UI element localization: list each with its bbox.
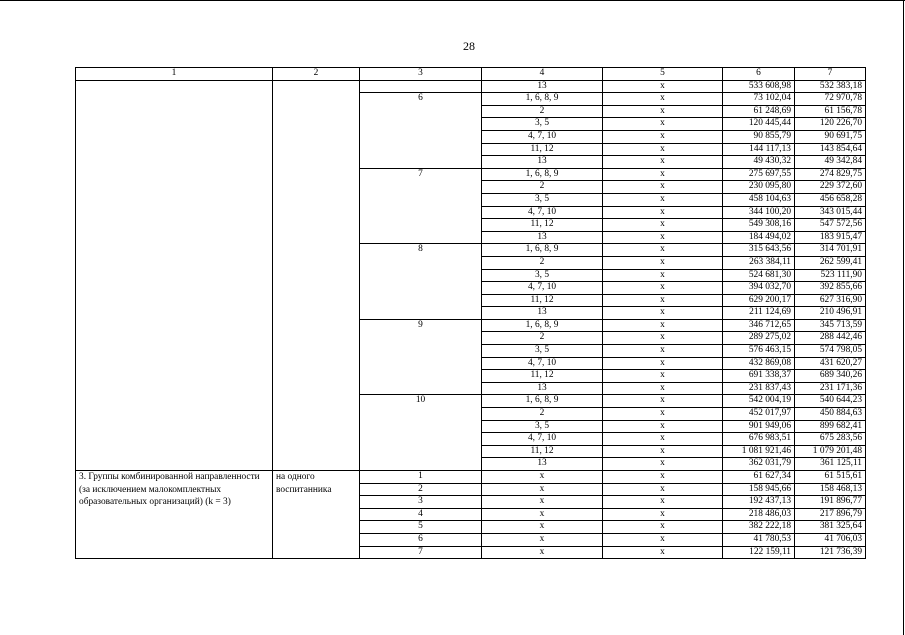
header-col-5: 5: [603, 68, 723, 81]
header-col-1: 1: [76, 68, 273, 81]
x-mark-cell: х: [603, 168, 723, 181]
col7-value-cell: 143 854,64: [795, 143, 866, 156]
col4-cell: 4, 7, 10: [482, 433, 603, 446]
x-mark-cell: х: [603, 105, 723, 118]
x-mark-cell: х: [603, 219, 723, 232]
col7-value-cell: 392 855,66: [795, 282, 866, 295]
group-id-cell: 7: [360, 168, 482, 244]
x-mark-cell: х: [603, 433, 723, 446]
group-id-cell: 6: [360, 93, 482, 169]
x-mark-cell: х: [603, 319, 723, 332]
x-mark-cell: х: [482, 546, 603, 559]
col4-cell: 1, 6, 8, 9: [482, 395, 603, 408]
col7-value-cell: 899 682,41: [795, 420, 866, 433]
col7-value-cell: 61 156,78: [795, 105, 866, 118]
x-mark-cell: х: [603, 521, 723, 534]
x-mark-cell: х: [603, 244, 723, 257]
col6-value-cell: 120 445,44: [723, 118, 795, 131]
x-mark-cell: х: [603, 471, 723, 484]
x-mark-cell: х: [603, 345, 723, 358]
col6-value-cell: 263 384,11: [723, 256, 795, 269]
x-mark-cell: х: [482, 496, 603, 509]
group-id-cell: 8: [360, 244, 482, 320]
col7-value-cell: 345 713,59: [795, 319, 866, 332]
col7-value-cell: 274 829,75: [795, 168, 866, 181]
x-mark-cell: х: [603, 269, 723, 282]
col4-cell: 2: [482, 105, 603, 118]
x-mark-cell: х: [603, 130, 723, 143]
col6-value-cell: 73 102,04: [723, 93, 795, 106]
x-mark-cell: х: [603, 357, 723, 370]
col7-value-cell: 49 342,84: [795, 156, 866, 169]
x-mark-cell: х: [482, 533, 603, 546]
section-3-unit-cell: на одного воспитанника: [273, 471, 360, 559]
col6-value-cell: 192 437,13: [723, 496, 795, 509]
page-number: 28: [463, 39, 475, 53]
x-mark-cell: х: [603, 231, 723, 244]
col7-value-cell: 191 896,77: [795, 496, 866, 509]
col7-value-cell: 627 316,90: [795, 294, 866, 307]
col3-cell: 4: [360, 508, 482, 521]
header-col-7: 7: [795, 68, 866, 81]
col4-cell: 13: [482, 458, 603, 471]
x-mark-cell: х: [603, 370, 723, 383]
col4-cell: 4, 7, 10: [482, 206, 603, 219]
col4-cell: 4, 7, 10: [482, 357, 603, 370]
col6-value-cell: 394 032,70: [723, 282, 795, 295]
group-id-cell: 9: [360, 319, 482, 395]
x-mark-cell: х: [603, 143, 723, 156]
x-mark-cell: х: [603, 395, 723, 408]
page-top-border: [0, 0, 905, 1]
header-col-3: 3: [360, 68, 482, 81]
col6-value-cell: 61 248,69: [723, 105, 795, 118]
continued-col-2-cell: [273, 80, 360, 470]
col7-value-cell: 183 915,47: [795, 231, 866, 244]
col6-value-cell: 184 494,02: [723, 231, 795, 244]
col7-value-cell: 532 383,18: [795, 80, 866, 93]
col3-cell: 6: [360, 533, 482, 546]
col4-cell: 2: [482, 256, 603, 269]
col7-value-cell: 210 496,91: [795, 307, 866, 320]
x-mark-cell: х: [603, 307, 723, 320]
col6-value-cell: 542 004,19: [723, 395, 795, 408]
continued-col-3-cell: [360, 80, 482, 93]
x-mark-cell: х: [603, 546, 723, 559]
x-mark-cell: х: [603, 93, 723, 106]
header-row: [76, 68, 866, 81]
header-col-6: 6: [723, 68, 795, 81]
x-mark-cell: х: [603, 256, 723, 269]
x-mark-cell: х: [482, 483, 603, 496]
header-col-2: 2: [273, 68, 360, 81]
col6-value-cell: 90 855,79: [723, 130, 795, 143]
col4-cell: 1, 6, 8, 9: [482, 93, 603, 106]
col4-cell: 4, 7, 10: [482, 282, 603, 295]
col6-value-cell: 1 081 921,46: [723, 445, 795, 458]
col4-cell: 13: [482, 80, 603, 93]
x-mark-cell: х: [603, 282, 723, 295]
col7-value-cell: 574 798,05: [795, 345, 866, 358]
col7-value-cell: 689 340,26: [795, 370, 866, 383]
col7-value-cell: 158 468,13: [795, 483, 866, 496]
col3-cell: 5: [360, 521, 482, 534]
col6-value-cell: 231 837,43: [723, 382, 795, 395]
x-mark-cell: х: [603, 533, 723, 546]
col6-value-cell: 576 463,15: [723, 345, 795, 358]
col3-cell: 7: [360, 546, 482, 559]
col4-cell: 4, 7, 10: [482, 130, 603, 143]
col4-cell: 13: [482, 307, 603, 320]
col6-value-cell: 676 983,51: [723, 433, 795, 446]
col6-value-cell: 691 338,37: [723, 370, 795, 383]
x-mark-cell: х: [603, 156, 723, 169]
col7-value-cell: 456 658,28: [795, 193, 866, 206]
col4-cell: 2: [482, 181, 603, 194]
col7-value-cell: 675 283,56: [795, 433, 866, 446]
col6-value-cell: 346 712,65: [723, 319, 795, 332]
col7-value-cell: 229 372,60: [795, 181, 866, 194]
x-mark-cell: х: [603, 332, 723, 345]
x-mark-cell: х: [603, 408, 723, 421]
x-mark-cell: х: [603, 80, 723, 93]
col6-value-cell: 533 608,98: [723, 80, 795, 93]
col6-value-cell: 362 031,79: [723, 458, 795, 471]
col7-value-cell: 450 884,63: [795, 408, 866, 421]
col4-cell: 2: [482, 332, 603, 345]
col4-cell: 3, 5: [482, 193, 603, 206]
header-col-4: 4: [482, 68, 603, 81]
x-mark-cell: х: [603, 445, 723, 458]
col7-value-cell: 121 736,39: [795, 546, 866, 559]
x-mark-cell: х: [603, 458, 723, 471]
x-mark-cell: х: [603, 193, 723, 206]
col6-value-cell: 458 104,63: [723, 193, 795, 206]
col7-value-cell: 431 620,27: [795, 357, 866, 370]
col6-value-cell: 315 643,56: [723, 244, 795, 257]
x-mark-cell: х: [482, 521, 603, 534]
col6-value-cell: 629 200,17: [723, 294, 795, 307]
col4-cell: 13: [482, 231, 603, 244]
col7-value-cell: 72 970,78: [795, 93, 866, 106]
x-mark-cell: х: [603, 483, 723, 496]
page-right-border: [903, 0, 904, 635]
col4-cell: 11, 12: [482, 143, 603, 156]
col4-cell: 1, 6, 8, 9: [482, 168, 603, 181]
col7-value-cell: 314 701,91: [795, 244, 866, 257]
col4-cell: 3, 5: [482, 269, 603, 282]
col6-value-cell: 61 627,34: [723, 471, 795, 484]
group-id-cell: 10: [360, 395, 482, 471]
col6-value-cell: 218 486,03: [723, 508, 795, 521]
col7-value-cell: 120 226,70: [795, 118, 866, 131]
col6-value-cell: 230 095,80: [723, 181, 795, 194]
col7-value-cell: 523 111,90: [795, 269, 866, 282]
x-mark-cell: х: [603, 420, 723, 433]
x-mark-cell: х: [603, 508, 723, 521]
col7-value-cell: 343 015,44: [795, 206, 866, 219]
col6-value-cell: 122 159,11: [723, 546, 795, 559]
col6-value-cell: 549 308,16: [723, 219, 795, 232]
col4-cell: 1, 6, 8, 9: [482, 244, 603, 257]
col6-value-cell: 432 869,08: [723, 357, 795, 370]
table-row: [76, 80, 866, 93]
col7-value-cell: 262 599,41: [795, 256, 866, 269]
col7-value-cell: 288 442,46: [795, 332, 866, 345]
col6-value-cell: 211 124,69: [723, 307, 795, 320]
col6-value-cell: 275 697,55: [723, 168, 795, 181]
section-3-title-cell: 3. Группы комбинированной направленности (за исключением малокомплектных образовательных организаций) (k = 3): [76, 471, 273, 559]
x-mark-cell: х: [603, 496, 723, 509]
col4-cell: 11, 12: [482, 294, 603, 307]
x-mark-cell: х: [603, 382, 723, 395]
col6-value-cell: 452 017,97: [723, 408, 795, 421]
col6-value-cell: 144 117,13: [723, 143, 795, 156]
col3-cell: 3: [360, 496, 482, 509]
col7-value-cell: 217 896,79: [795, 508, 866, 521]
col6-value-cell: 344 100,20: [723, 206, 795, 219]
col3-cell: 2: [360, 483, 482, 496]
col3-cell: 1: [360, 471, 482, 484]
col6-value-cell: 901 949,06: [723, 420, 795, 433]
col6-value-cell: 289 275,02: [723, 332, 795, 345]
col4-cell: 13: [482, 382, 603, 395]
col4-cell: 3, 5: [482, 118, 603, 131]
x-mark-cell: х: [603, 181, 723, 194]
col4-cell: 3, 5: [482, 345, 603, 358]
x-mark-cell: х: [603, 118, 723, 131]
col4-cell: 3, 5: [482, 420, 603, 433]
col7-value-cell: 540 644,23: [795, 395, 866, 408]
col7-value-cell: 41 706,03: [795, 533, 866, 546]
col7-value-cell: 381 325,64: [795, 521, 866, 534]
col7-value-cell: 61 515,61: [795, 471, 866, 484]
col7-value-cell: 547 572,56: [795, 219, 866, 232]
col7-value-cell: 231 171,36: [795, 382, 866, 395]
col6-value-cell: 382 222,18: [723, 521, 795, 534]
x-mark-cell: х: [482, 508, 603, 521]
col4-cell: 13: [482, 156, 603, 169]
col4-cell: 11, 12: [482, 370, 603, 383]
continued-col-1-cell: [76, 80, 273, 470]
col7-value-cell: 1 079 201,48: [795, 445, 866, 458]
col7-value-cell: 90 691,75: [795, 130, 866, 143]
col4-cell: 1, 6, 8, 9: [482, 319, 603, 332]
col4-cell: 2: [482, 408, 603, 421]
x-mark-cell: х: [603, 206, 723, 219]
x-mark-cell: х: [482, 471, 603, 484]
col7-value-cell: 361 125,11: [795, 458, 866, 471]
col4-cell: 11, 12: [482, 445, 603, 458]
col4-cell: 11, 12: [482, 219, 603, 232]
col6-value-cell: 158 945,66: [723, 483, 795, 496]
col6-value-cell: 41 780,53: [723, 533, 795, 546]
x-mark-cell: х: [603, 294, 723, 307]
col6-value-cell: 524 681,30: [723, 269, 795, 282]
table-row: [76, 471, 866, 484]
tariff-table: [75, 67, 866, 559]
col6-value-cell: 49 430,32: [723, 156, 795, 169]
